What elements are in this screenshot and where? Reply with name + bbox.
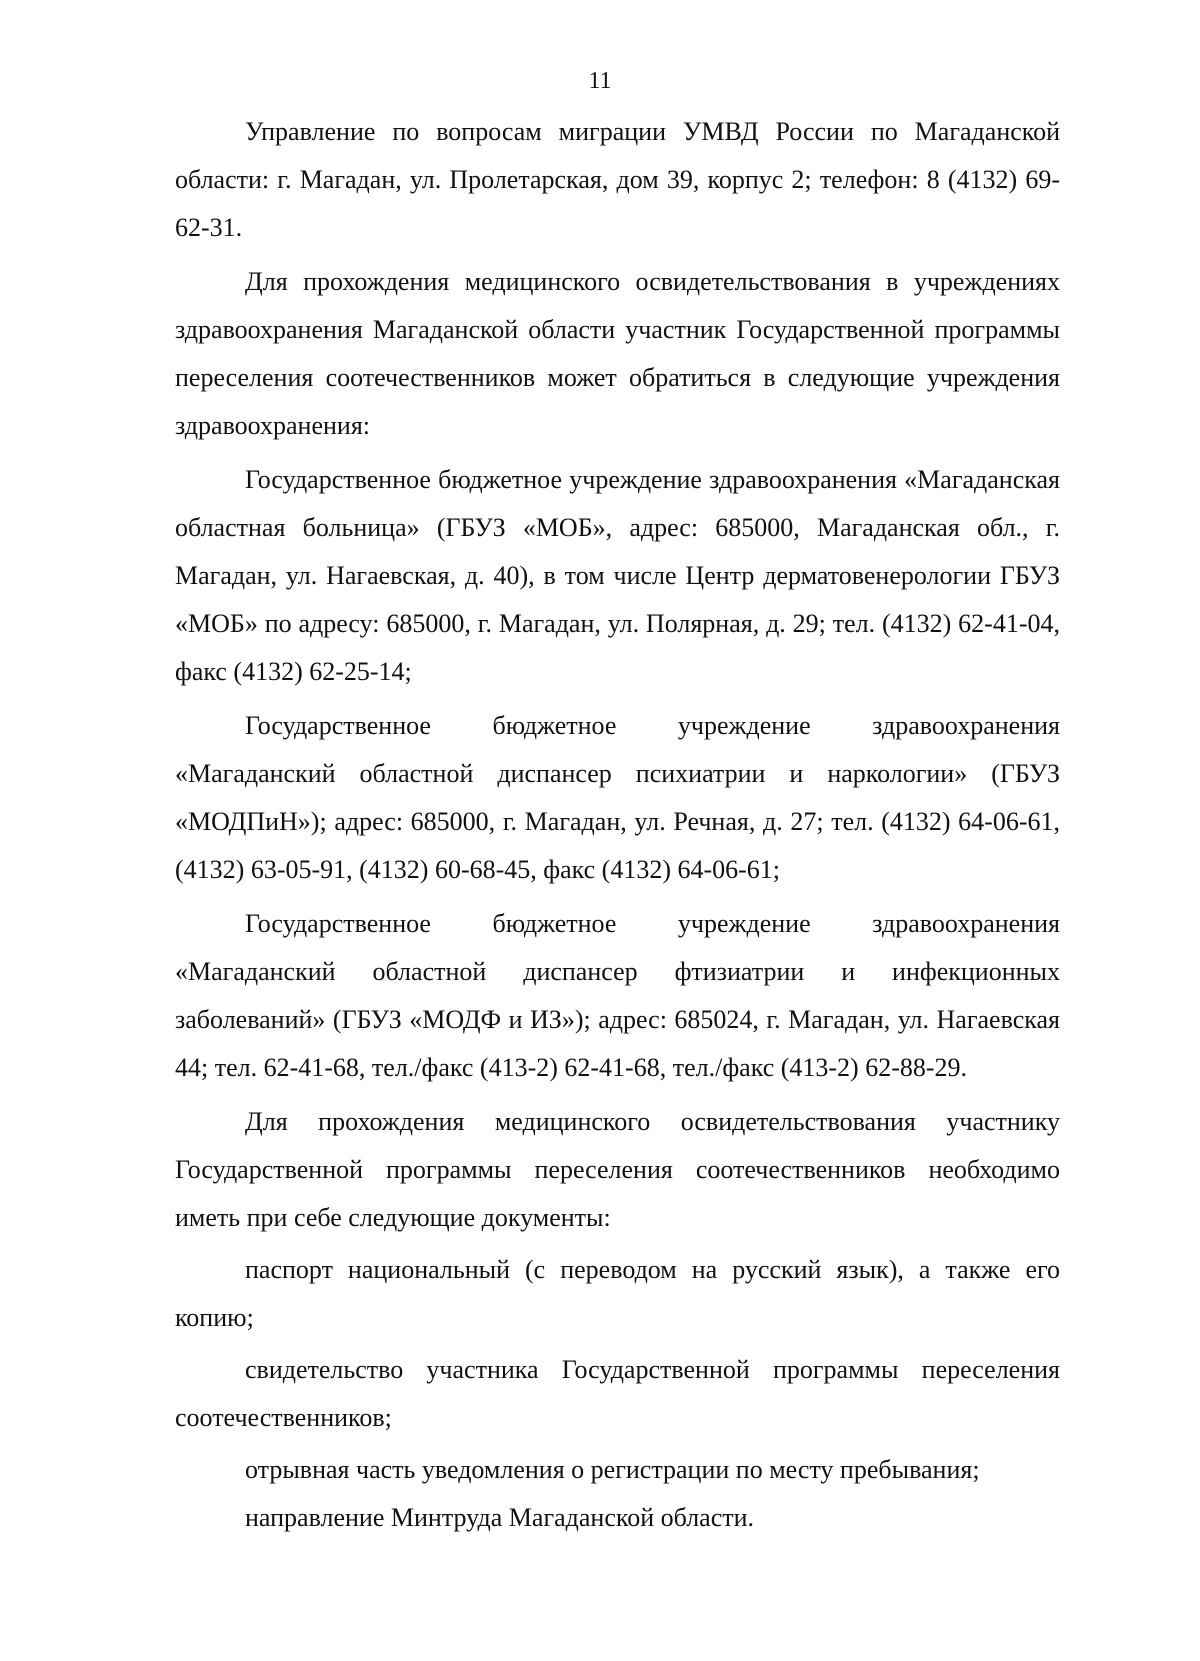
list-item-certificate: свидетельство участника Государственной программы переселения соотечественников; [175,1355,1060,1432]
page-number: 11 [588,68,612,94]
paragraph-phthisiology-dispensary: Государственное бюджетное учреждение здравоохранения «Магаданский областной диспансер фтизиатрии и инфекционных заболеваний» (ГБУЗ «МОДФ и ИЗ»); адрес: 685024, г. Магадан, ул. Нагаевская 44; тел. 62-41-68, тел./факс (413-2) 62-41-68, тел./факс (413-2) 62-88-29. [175,909,1060,1082]
paragraph-psychiatry-dispensary: Государственное бюджетное учреждение здравоохранения «Магаданский областной диспансер психиатрии и наркологии» (ГБУЗ «МОДПиН»); адрес: 685000, г. Магадан, ул. Речная, д. 27; тел. (4132) 64-06-61, (4132) 63-05-91, (4132) 60-68-45, факс (4132) 64-06-61; [175,711,1060,884]
paragraph-medical-exam-intro: Для прохождения медицинского освидетельствования в учреждениях здравоохранения Магаданской области участник Государственной программы переселения соотечественников может обратиться в следующие учреждения здравоохранения: [175,267,1060,440]
document-body [175,108,1060,1542]
paragraph-migration-office: Управление по вопросам миграции УМВД России по Магаданской области: г. Магадан, ул. Пролетарская, дом 39, корпус 2; телефон: 8 (4132) 69-62-31. [175,117,1060,242]
list-item-registration-notice: отрывная часть уведомления о регистрации по месту пребывания; [245,1455,980,1484]
paragraph-required-documents: Для прохождения медицинского освидетельствования участнику Государственной программы переселения соотечественников необходимо иметь при себе следующие документы: [175,1107,1060,1232]
list-item-referral: направление Минтруда Магаданской области. [245,1503,755,1532]
paragraph-regional-hospital: Государственное бюджетное учреждение здравоохранения «Магаданская областная больница» (ГБУЗ «МОБ», адрес: 685000, Магаданская обл., г. Магадан, ул. Нагаевская, д. 40), в том числе Центр дерматовенерологии ГБУЗ «МОБ» по адресу: 685000, г. Магадан, ул. Полярная, д. 29; тел. (4132) 62-41-04, факс (4132) 62-25-14; [175,465,1060,686]
list-item-passport: паспорт национальный (с переводом на русский язык), а также его копию; [175,1255,1060,1332]
